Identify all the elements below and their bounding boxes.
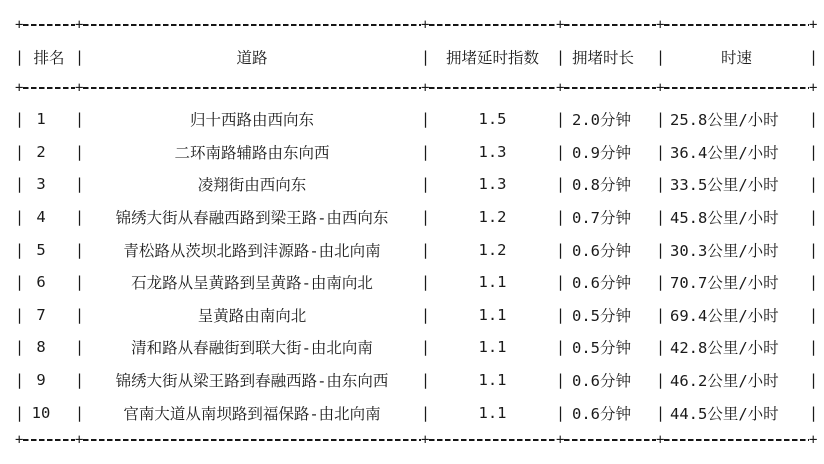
road-cell: 归十西路由西向东	[189, 111, 314, 130]
column-separator: |	[656, 371, 666, 390]
border-dash	[429, 87, 556, 89]
column-separator: |	[421, 240, 431, 259]
road-cell: 二环南路辅路由东向西	[174, 143, 330, 162]
column-separator: |	[809, 403, 819, 422]
table-row	[15, 103, 824, 136]
column-separator: |	[75, 208, 85, 227]
road-cell: 凌翔街由西向东	[197, 176, 307, 195]
column-separator: |	[75, 338, 85, 357]
column-separator: |	[809, 47, 819, 66]
rank-cell: 8	[36, 338, 46, 357]
rank-cell: 2	[36, 142, 46, 161]
rank-cell: 10	[31, 403, 51, 422]
column-separator: |	[556, 208, 566, 227]
border-dash	[664, 24, 809, 26]
border-corner-icon: +	[656, 17, 665, 33]
column-separator: |	[15, 208, 25, 227]
table-border-top	[15, 10, 824, 40]
table-border-header	[15, 73, 824, 103]
column-separator: |	[556, 47, 566, 66]
border-dash	[564, 87, 656, 89]
column-separator: |	[15, 110, 25, 129]
speed-cell: 25.8公里/小时	[670, 111, 779, 130]
column-header-duration: 拥堵时长	[572, 48, 635, 67]
delay-index-cell: 1.1	[478, 273, 507, 292]
border-corner-icon: +	[809, 80, 818, 96]
duration-cell: 2.0分钟	[572, 111, 631, 130]
duration-cell: 0.6分钟	[572, 241, 631, 260]
speed-cell: 42.8公里/小时	[670, 339, 779, 358]
column-separator: |	[809, 371, 819, 390]
border-corner-icon: +	[15, 431, 24, 448]
duration-cell: 0.5分钟	[572, 306, 631, 325]
delay-index-cell: 1.1	[478, 305, 507, 324]
table-body	[15, 103, 824, 429]
rank-cell: 3	[36, 175, 46, 194]
table-row	[15, 233, 824, 266]
speed-cell: 46.2公里/小时	[670, 372, 779, 391]
column-separator: |	[75, 371, 85, 390]
column-separator: |	[809, 175, 819, 194]
speed-cell: 33.5公里/小时	[670, 176, 779, 195]
column-separator: |	[656, 240, 666, 259]
column-separator: |	[656, 47, 666, 66]
border-dash	[664, 87, 809, 89]
column-separator: |	[556, 142, 566, 161]
duration-cell: 0.6分钟	[572, 372, 631, 391]
table-row	[15, 136, 824, 169]
column-separator: |	[556, 273, 566, 292]
rank-cell: 7	[36, 305, 46, 324]
table-header-row	[15, 40, 824, 73]
border-corner-icon: +	[15, 17, 24, 33]
delay-index-cell: 1.5	[478, 110, 507, 129]
table-row	[15, 364, 824, 397]
column-header-delay-index: 拥堵延时指数	[445, 48, 539, 67]
duration-cell: 0.9分钟	[572, 143, 631, 162]
column-separator: |	[556, 371, 566, 390]
speed-cell: 69.4公里/小时	[670, 306, 779, 325]
column-separator: |	[15, 273, 25, 292]
delay-index-cell: 1.2	[478, 208, 507, 227]
border-dash	[429, 439, 556, 441]
rank-cell: 5	[36, 240, 46, 259]
column-separator: |	[15, 403, 25, 422]
column-separator: |	[656, 175, 666, 194]
column-header-road: 道路	[236, 48, 268, 67]
column-header-speed: 时速	[720, 48, 752, 67]
column-separator: |	[15, 175, 25, 194]
border-dash	[23, 87, 75, 89]
rank-cell: 6	[36, 273, 46, 292]
road-cell: 清和路从春融街到联大街-由北向南	[131, 339, 373, 358]
column-separator: |	[421, 142, 431, 161]
border-dash	[664, 439, 809, 441]
column-separator: |	[809, 273, 819, 292]
border-dash	[83, 87, 421, 89]
delay-index-cell: 1.1	[478, 371, 507, 390]
road-cell: 呈黄路由南向北	[197, 306, 307, 325]
column-header-rank: 排名	[33, 48, 65, 67]
column-separator: |	[421, 371, 431, 390]
column-separator: |	[809, 240, 819, 259]
table-row	[15, 168, 824, 201]
column-separator: |	[421, 338, 431, 357]
border-dash	[564, 24, 656, 26]
road-cell: 石龙路从呈黄路到呈黄路-由南向北	[131, 274, 373, 293]
column-separator: |	[556, 305, 566, 324]
column-separator: |	[421, 273, 431, 292]
border-dash	[429, 24, 556, 26]
column-separator: |	[556, 110, 566, 129]
table-border-bottom	[15, 429, 824, 451]
rank-cell: 1	[36, 110, 46, 129]
road-cell: 锦绣大街从春融西路到梁王路-由西向东	[115, 209, 389, 228]
border-dash	[83, 439, 421, 441]
column-separator: |	[75, 403, 85, 422]
duration-cell: 0.5分钟	[572, 339, 631, 358]
border-corner-icon: +	[15, 80, 24, 96]
column-separator: |	[15, 47, 25, 66]
duration-cell: 0.6分钟	[572, 404, 631, 423]
column-separator: |	[421, 403, 431, 422]
table-row	[15, 299, 824, 332]
rank-cell: 4	[36, 208, 46, 227]
table-row	[15, 266, 824, 299]
column-separator: |	[809, 305, 819, 324]
border-corner-icon: +	[75, 431, 84, 448]
delay-index-cell: 1.1	[478, 338, 507, 357]
duration-cell: 0.6分钟	[572, 274, 631, 293]
road-cell: 官南大道从南坝路到福保路-由北向南	[123, 404, 381, 423]
speed-cell: 36.4公里/小时	[670, 143, 779, 162]
column-separator: |	[15, 142, 25, 161]
speed-cell: 44.5公里/小时	[670, 404, 779, 423]
road-cell: 锦绣大街从梁王路到春融西路-由东向西	[115, 372, 389, 391]
column-separator: |	[809, 338, 819, 357]
column-separator: |	[556, 175, 566, 194]
column-separator: |	[75, 240, 85, 259]
border-dash	[23, 24, 75, 26]
column-separator: |	[809, 110, 819, 129]
delay-index-cell: 1.3	[478, 142, 507, 161]
column-separator: |	[75, 273, 85, 292]
border-corner-icon: +	[556, 80, 565, 96]
border-corner-icon: +	[75, 17, 84, 33]
table-row	[15, 201, 824, 234]
table-row	[15, 331, 824, 364]
column-separator: |	[656, 273, 666, 292]
column-separator: |	[656, 110, 666, 129]
border-dash	[564, 439, 656, 441]
column-separator: |	[75, 47, 85, 66]
column-separator: |	[656, 305, 666, 324]
border-corner-icon: +	[421, 80, 430, 96]
column-separator: |	[15, 371, 25, 390]
column-separator: |	[809, 142, 819, 161]
column-separator: |	[421, 305, 431, 324]
column-separator: |	[421, 175, 431, 194]
column-separator: |	[556, 240, 566, 259]
speed-cell: 30.3公里/小时	[670, 241, 779, 260]
column-separator: |	[15, 240, 25, 259]
duration-cell: 0.8分钟	[572, 176, 631, 195]
rank-cell: 9	[36, 371, 46, 390]
column-separator: |	[75, 175, 85, 194]
delay-index-cell: 1.1	[478, 403, 507, 422]
column-separator: |	[15, 305, 25, 324]
border-corner-icon: +	[809, 17, 818, 33]
border-corner-icon: +	[556, 431, 565, 448]
delay-index-cell: 1.3	[478, 175, 507, 194]
border-corner-icon: +	[75, 80, 84, 96]
border-corner-icon: +	[556, 17, 565, 33]
column-separator: |	[75, 110, 85, 129]
column-separator: |	[656, 142, 666, 161]
road-cell: 青松路从茨坝北路到沣源路-由北向南	[123, 241, 381, 260]
speed-cell: 70.7公里/小时	[670, 274, 779, 293]
border-dash	[83, 24, 421, 26]
delay-index-cell: 1.2	[478, 240, 507, 259]
border-corner-icon: +	[809, 431, 818, 448]
column-separator: |	[421, 208, 431, 227]
duration-cell: 0.7分钟	[572, 209, 631, 228]
border-dash	[23, 439, 75, 441]
column-separator: |	[75, 142, 85, 161]
column-separator: |	[556, 338, 566, 357]
column-separator: |	[656, 208, 666, 227]
border-corner-icon: +	[421, 431, 430, 448]
column-separator: |	[15, 338, 25, 357]
speed-cell: 45.8公里/小时	[670, 209, 779, 228]
border-corner-icon: +	[421, 17, 430, 33]
border-corner-icon: +	[656, 431, 665, 448]
column-separator: |	[421, 110, 431, 129]
table-row	[15, 396, 824, 429]
column-separator: |	[75, 305, 85, 324]
column-separator: |	[556, 403, 566, 422]
border-corner-icon: +	[656, 80, 665, 96]
column-separator: |	[809, 208, 819, 227]
column-separator: |	[656, 338, 666, 357]
column-separator: |	[656, 403, 666, 422]
column-separator: |	[421, 47, 431, 66]
